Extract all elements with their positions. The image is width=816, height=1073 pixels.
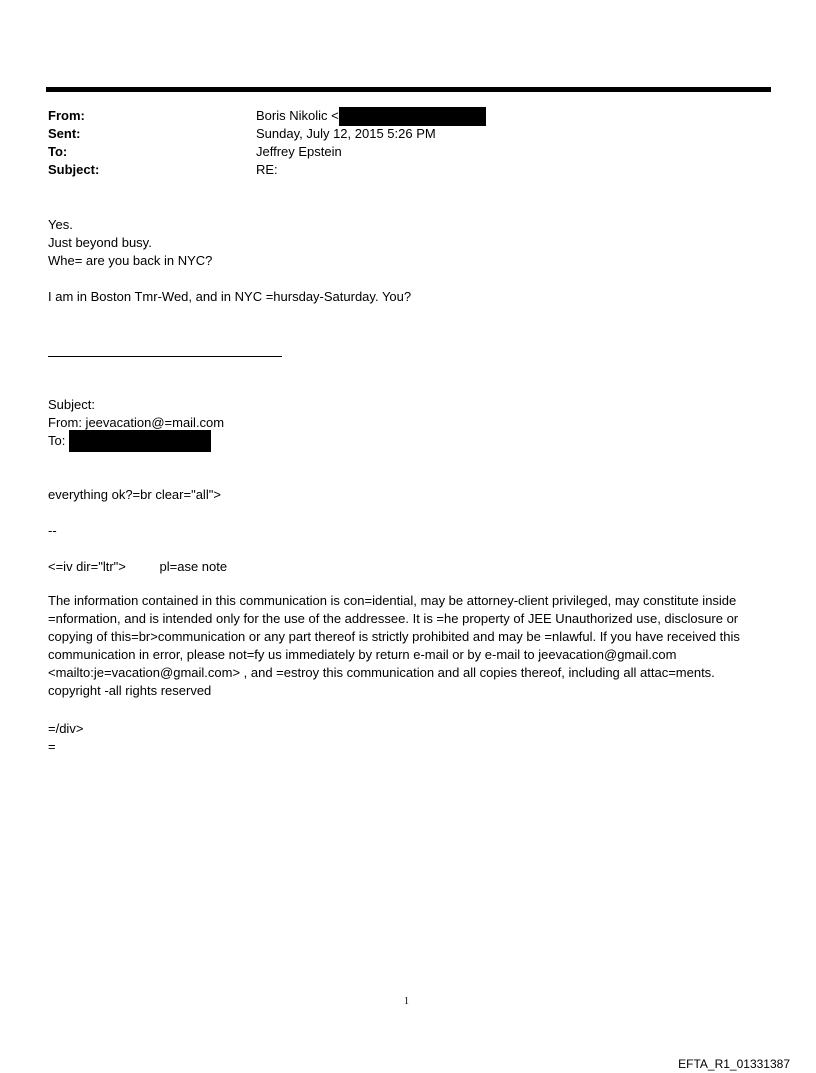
quoted-body-line: everything ok?=br clear="all"> — [48, 487, 221, 502]
from-row — [48, 107, 486, 125]
trailing-equals: = — [48, 739, 56, 754]
quoted-subject: Subject: — [48, 397, 95, 412]
subject-row — [48, 161, 486, 179]
note-text: pl=ase note — [159, 559, 228, 574]
quote-separator — [48, 356, 282, 357]
email-header — [48, 107, 486, 179]
sent-label: Sent: — [48, 126, 81, 141]
to-value: Jeffrey Epstein — [256, 144, 342, 159]
message-line: Whe= are you back in NYC? — [48, 253, 213, 268]
to-row — [48, 143, 486, 161]
from-value — [256, 107, 486, 125]
message-line: Just beyond busy. — [48, 235, 152, 250]
from-label: From: — [48, 108, 85, 123]
sent-row — [48, 125, 486, 143]
page-number: 1 — [404, 996, 409, 1007]
from-name: Boris Nikolic < — [256, 108, 339, 123]
quoted-div-line — [48, 558, 227, 576]
disclaimer-paragraph: The information contained in this communication is con=idential, may be attorney-client privileged, may constitute inside =nformation, and is intended only for the use of the addressee. It is =he property of JEE Unauthorized use, disclosure or copying of this=br>communication or any part thereof is strictly prohibited and may be =nlawful. If you have received this communication in error, please not=fy us immediately by return e-mail or by e-mail to jeevacation@gmail.com <mailto:je=vacation@gmail.com> , and =estroy this communication and all copies thereof, including all attac=ments. copyright -all rights reserved — [48, 593, 740, 698]
document-id: EFTA_R1_01331387 — [678, 1057, 790, 1071]
message-line: Yes. — [48, 217, 73, 232]
subject-label: Subject: — [48, 162, 100, 177]
top-rule — [46, 87, 771, 92]
div-close-tag: =/div> — [48, 721, 84, 736]
redaction-box — [69, 430, 211, 452]
to-label: To: — [48, 144, 68, 159]
sent-value: Sunday, July 12, 2015 5:26 PM — [256, 126, 436, 141]
message-line: I am in Boston Tmr-Wed, and in NYC =hursday-Saturday. You? — [48, 289, 412, 304]
quoted-to-label: To: — [48, 433, 66, 448]
subject-value: RE: — [256, 162, 278, 177]
div-open-tag: <=iv dir="ltr"> — [48, 559, 126, 574]
quoted-dashes: -- — [48, 523, 57, 538]
quoted-to — [48, 430, 211, 452]
redaction-box — [339, 107, 486, 126]
quoted-from: From: jeevacation@=mail.com — [48, 415, 225, 430]
